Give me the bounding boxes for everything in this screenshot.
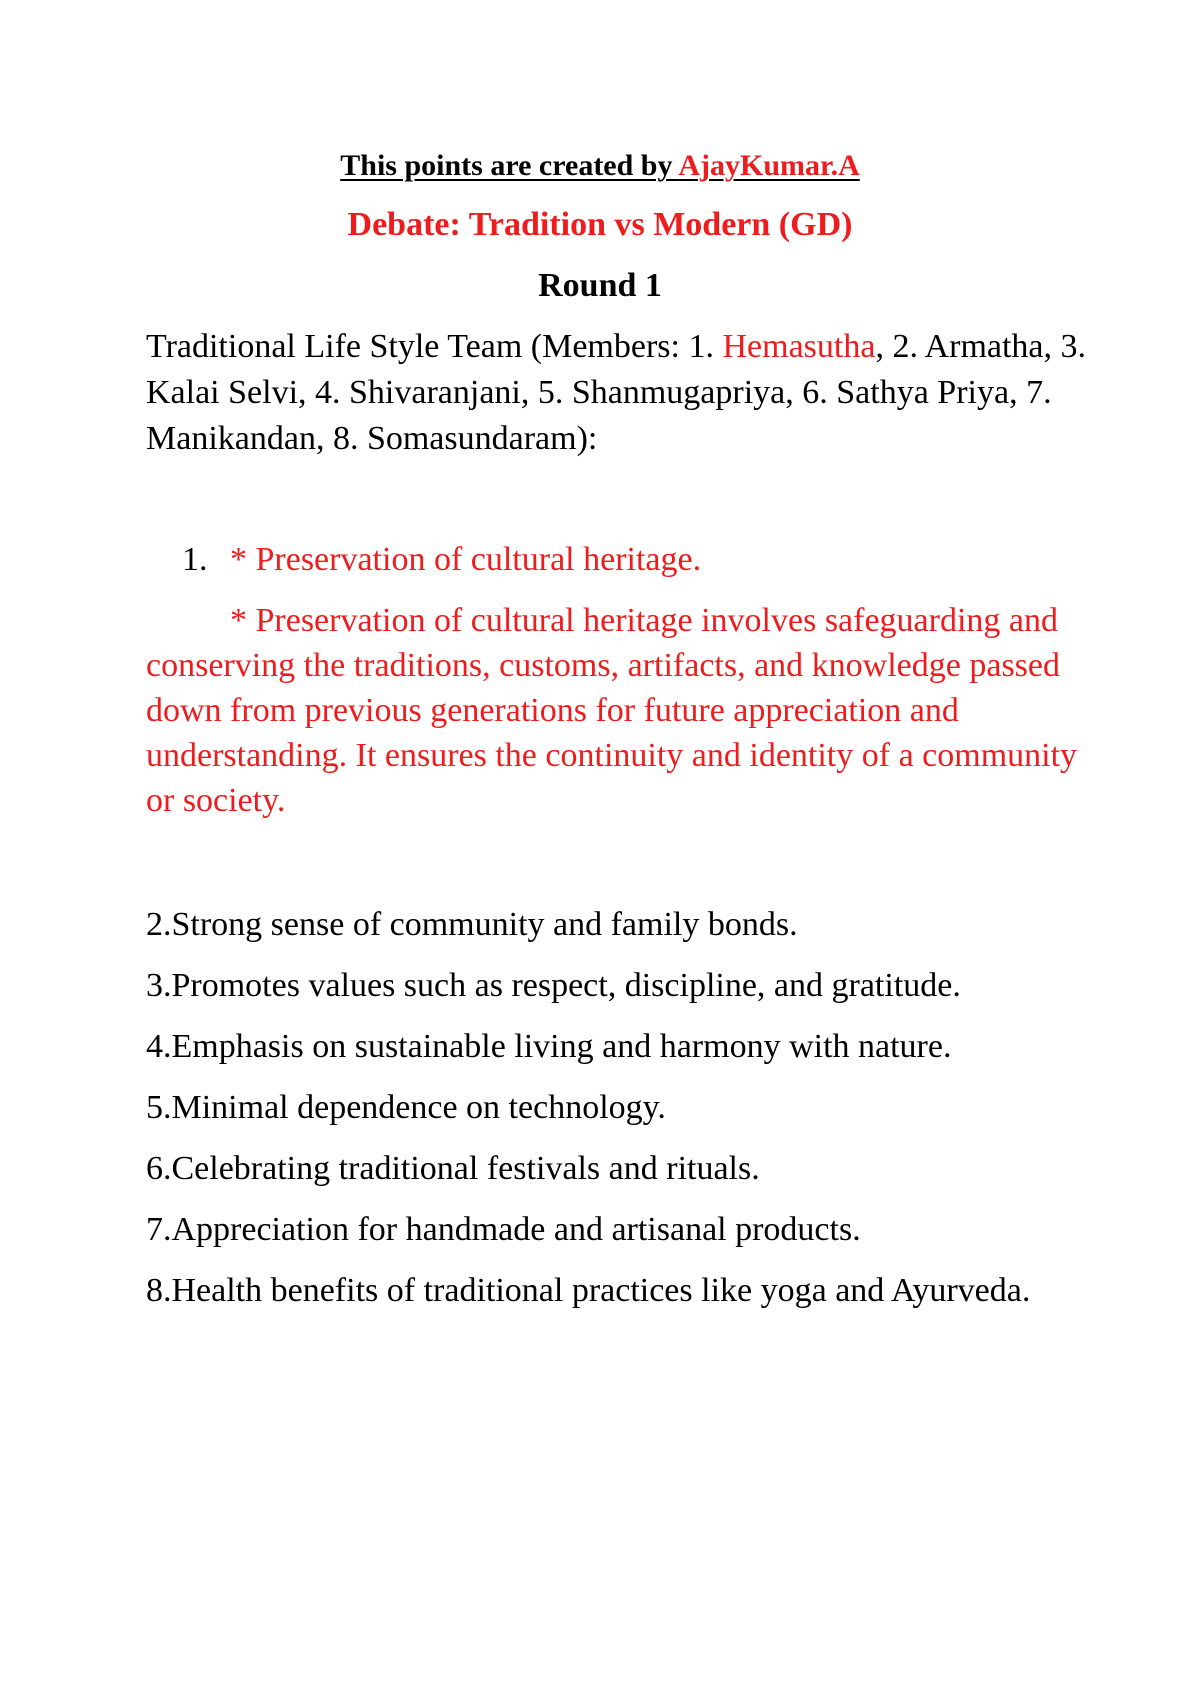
round-heading: Round 1	[538, 267, 662, 304]
point-4: 4.Emphasis on sustainable living and harmony with nature.	[146, 1028, 952, 1065]
point-3: 3.Promotes values such as respect, discipline, and gratitude.	[146, 967, 961, 1004]
team-members	[146, 324, 1086, 462]
point-7: 7.Appreciation for handmade and artisanal products.	[146, 1211, 861, 1248]
team-intro-before: Traditional Life Style Team (Members: 1.	[146, 328, 723, 365]
credit-line	[0, 146, 1200, 186]
point-1-heading	[146, 537, 1086, 583]
point-1-number: 1.	[182, 541, 208, 578]
point-2: 2.Strong sense of community and family bonds.	[146, 906, 798, 943]
point-1-title: * Preservation of cultural heritage.	[230, 541, 702, 578]
point-5: 5.Minimal dependence on technology.	[146, 1089, 666, 1126]
credit-author: AjayKumar.A	[678, 149, 860, 182]
team-highlighted-member: Hemasutha	[722, 328, 876, 365]
point-8: 8.Health benefits of traditional practices like yoga and Ayurveda.	[146, 1272, 1031, 1309]
page-title: Debate: Tradition vs Modern (GD)	[347, 206, 853, 243]
point-6: 6.Celebrating traditional festivals and rituals.	[146, 1150, 760, 1187]
point-1-description: * Preservation of cultural heritage involves safeguarding and conserving the traditions, customs, artifacts, and knowledge passed down from previous generations for future appreciation and understanding. It ensures the continuity and identity of a community or society.	[146, 602, 1078, 819]
team-intro-after: , 2. Armatha, 3. Kalai Selvi, 4. Shivaranjani, 5. Shanmugapriya, 6. Sathya Priya, 7. Manikandan, 8. Somasundaram):	[146, 328, 1087, 457]
points-list	[146, 902, 1086, 1329]
credit-prefix: This points are created by	[340, 149, 679, 182]
